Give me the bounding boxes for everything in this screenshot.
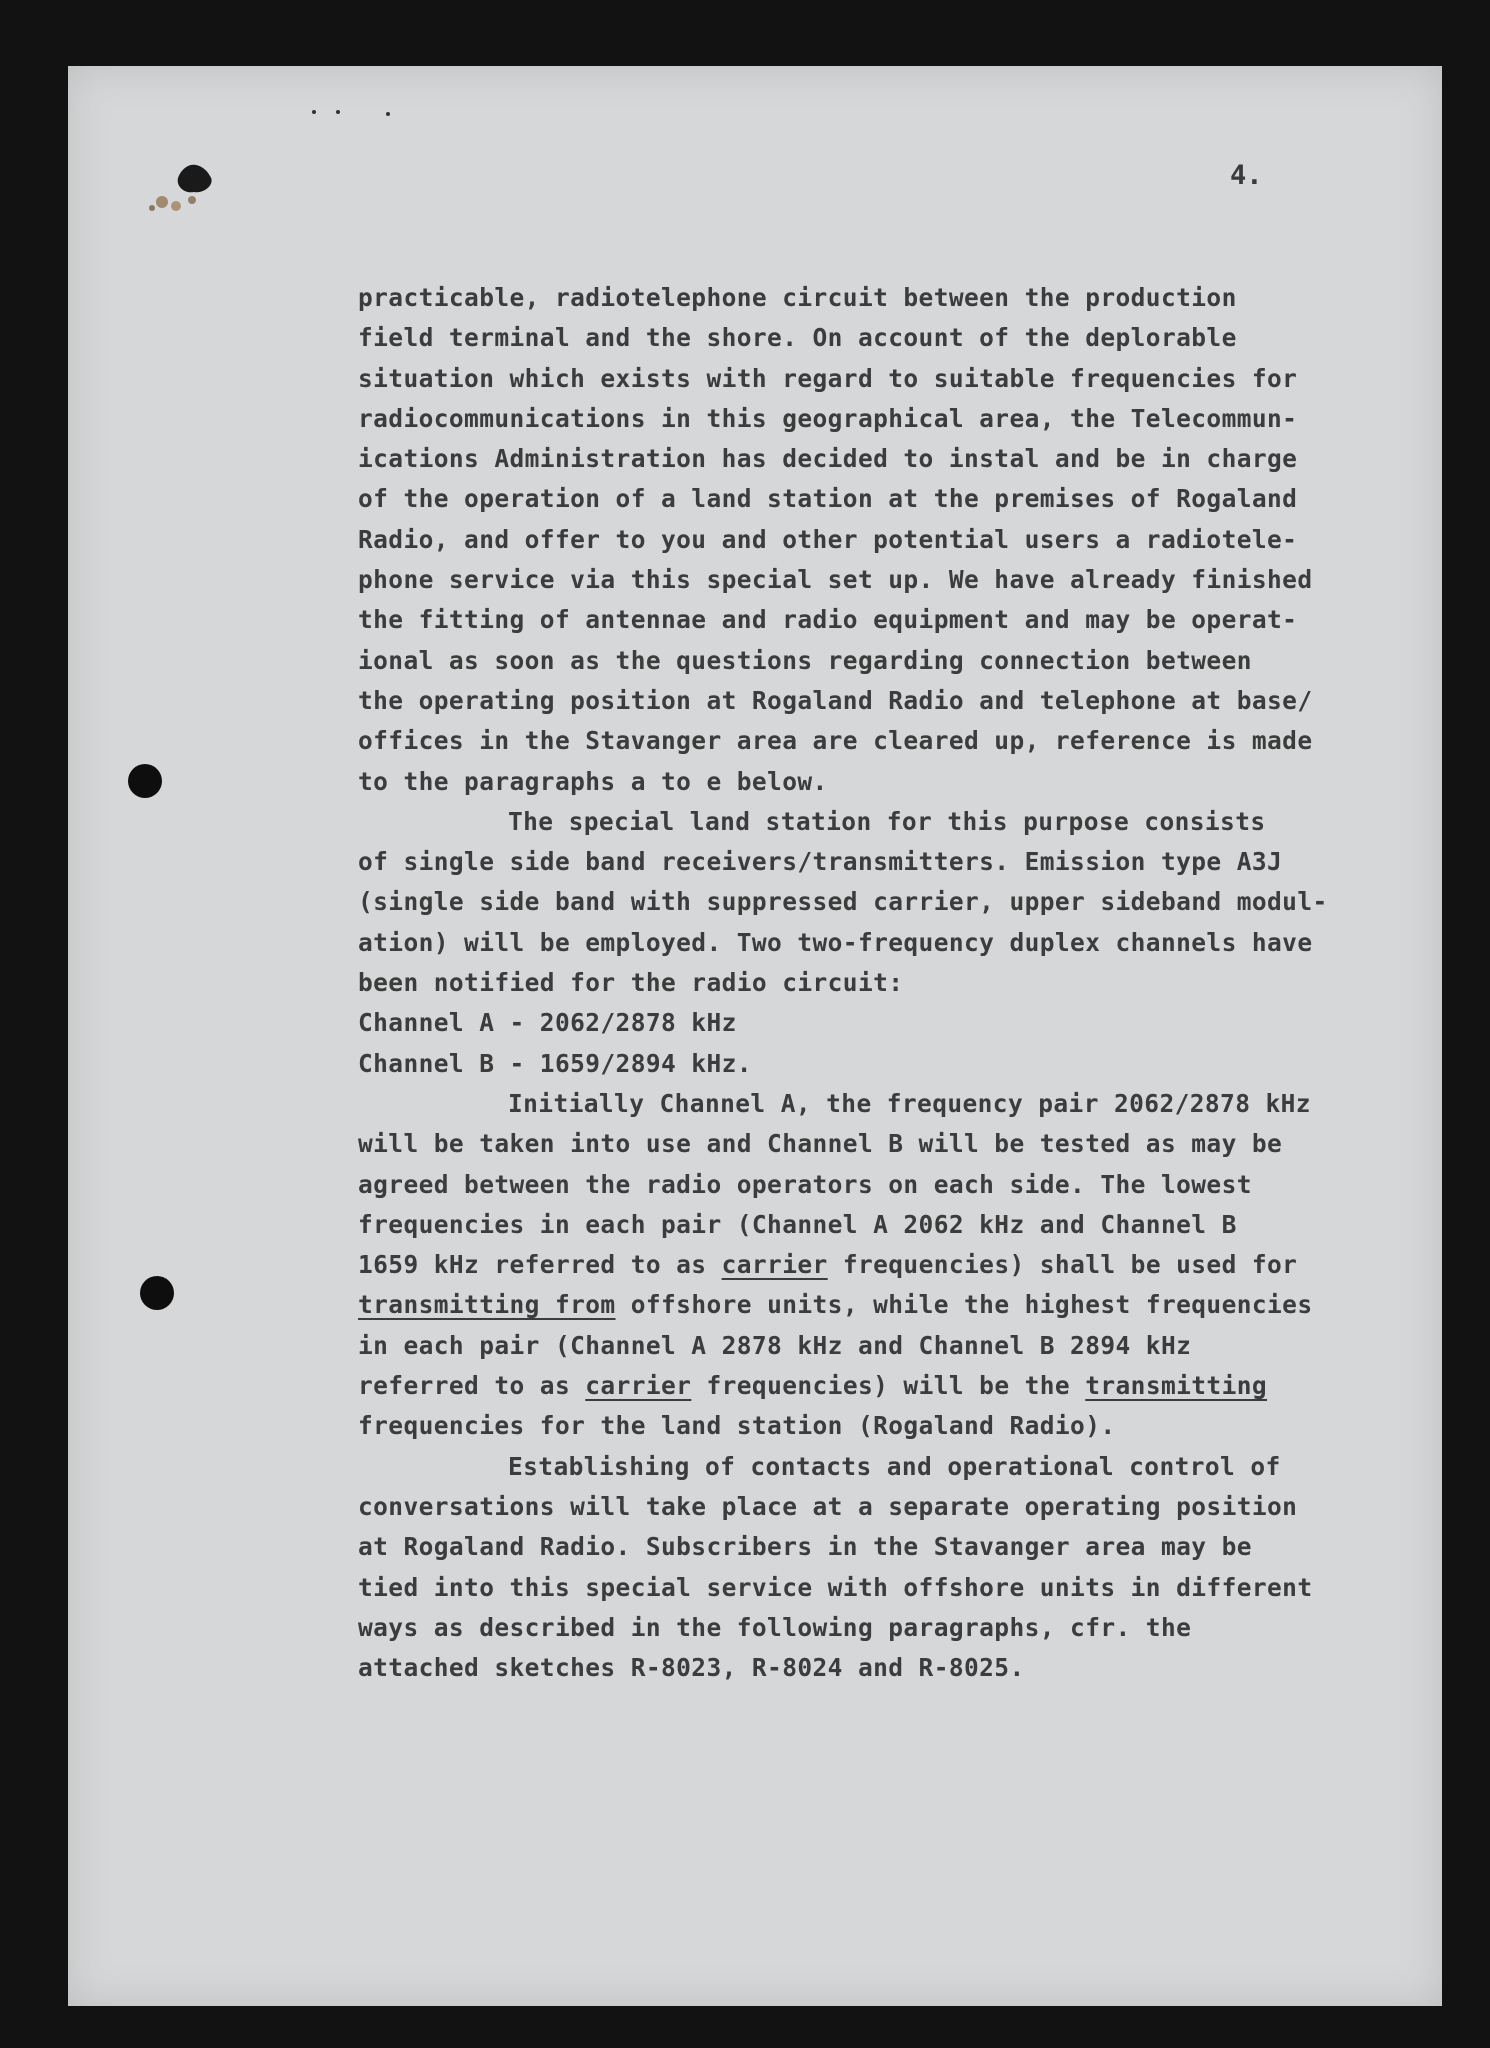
text-segment: been notified for the radio circuit: [358,968,904,998]
text-line [358,1366,1418,1406]
text-line [358,318,1418,358]
text-segment: will be taken into use and Channel B will be tested as may be [358,1129,1283,1159]
text-segment: tied into this special service with offshore units in different [358,1572,1313,1602]
punch-hole-lower [140,1276,174,1310]
text-line [358,278,1418,318]
text-line [358,882,1418,922]
text-segment: offshore units, while the highest frequencies [615,1290,1313,1320]
text-segment: radiocommunications in this geographical area, the Telecommun- [358,403,1298,433]
text-segment: frequencies) shall be used for [827,1250,1298,1280]
text-segment: situation which exists with regard to suitable frequencies for [358,363,1298,393]
text-segment: Channel A - 2062/2878 kHz [358,1008,737,1038]
text-segment: Radio, and offer to you and other potential users a radiotele- [358,524,1298,554]
speck-mark [386,112,390,116]
text-segment: agreed between the radio operators on each side. The lowest [358,1169,1252,1199]
text-line [358,842,1418,882]
text-segment: frequencies) will be the [691,1371,1086,1401]
text-segment: ional as soon as the questions regarding connection between [358,645,1252,675]
text-segment: the fitting of antennae and radio equipment and may be operat- [358,605,1298,635]
text-line [358,439,1418,479]
text-segment: Initially Channel A, the frequency pair 2062/2878 kHz [508,1088,1311,1118]
text-line [358,923,1418,963]
text-line [358,1044,1418,1084]
text-line [358,359,1418,399]
text-segment: referred to as [358,1371,586,1401]
text-line [358,641,1418,681]
text-line [358,1608,1418,1648]
text-segment: the operating position at Rogaland Radio and telephone at base/ [358,685,1313,715]
text-segment: frequencies for the land station (Rogaland Radio). [358,1411,1116,1441]
text-segment: in each pair (Channel A 2878 kHz and Channel B 2894 kHz [358,1330,1192,1360]
text-segment: of the operation of a land station at the premises of Rogaland [358,484,1298,514]
text-line [358,762,1418,802]
punch-hole-upper [128,764,162,798]
text-segment: to the paragraphs a to e below. [358,766,828,796]
text-line [358,1406,1418,1446]
text-line [358,1245,1418,1285]
text-line [358,963,1418,1003]
speck-mark [336,110,340,114]
text-segment: offices in the Stavanger area are cleared up, reference is made [358,726,1313,756]
underlined-text: carrier [721,1250,828,1280]
text-line [358,1447,1418,1487]
underlined-text: carrier [585,1371,692,1401]
text-segment: phone service via this special set up. We have already finished [358,565,1313,595]
text-segment: ications Administration has decided to instal and be in charge [358,444,1298,474]
text-segment: 1659 kHz referred to as [358,1250,722,1280]
text-line [358,1124,1418,1164]
text-segment: attached sketches R-8023, R-8024 and R-8025. [358,1653,1025,1683]
text-segment: frequencies in each pair (Channel A 2062 kHz and Channel B [358,1209,1237,1239]
text-segment: Channel B - 1659/2894 kHz. [358,1048,752,1078]
text-segment: conversations will take place at a separate operating position [358,1491,1298,1521]
text-line [358,1084,1418,1124]
underlined-text: transmitting [1085,1371,1268,1401]
text-segment: The special land station for this purpose consists [508,806,1266,836]
underlined-text: transmitting from [358,1290,616,1320]
text-segment: at Rogaland Radio. Subscribers in the Stavanger area may be [358,1532,1252,1562]
text-segment: Establishing of contacts and operational control of [508,1451,1281,1481]
text-line [358,681,1418,721]
speck-mark [312,110,316,114]
text-segment: practicable, radiotelephone circuit between the production [358,283,1237,312]
text-line [358,802,1418,842]
text-line [358,479,1418,519]
rust-stain-mark [140,158,236,222]
page-number: 4. [1230,160,1263,191]
text-segment: ways as described in the following paragraphs, cfr. the [358,1612,1192,1642]
text-segment: of single side band receivers/transmitters. Emission type A3J [358,847,1283,877]
text-segment: field terminal and the shore. On account of the deplorable [358,323,1237,353]
text-line [358,560,1418,600]
text-line [358,1648,1418,1688]
text-line [358,721,1418,761]
text-line [358,1205,1418,1245]
letter-body-text [358,278,1418,1688]
text-line [358,1568,1418,1608]
text-line [358,520,1418,560]
text-line [358,399,1418,439]
text-line [358,600,1418,640]
text-line [358,1285,1418,1325]
text-line [358,1326,1418,1366]
text-line [358,1487,1418,1527]
text-line [358,1527,1418,1567]
text-segment: (single side band with suppressed carrier, upper sideband modul- [358,887,1328,917]
text-line [358,1003,1418,1043]
text-line [358,1165,1418,1205]
text-segment: ation) will be employed. Two two-frequency duplex channels have [358,927,1313,957]
